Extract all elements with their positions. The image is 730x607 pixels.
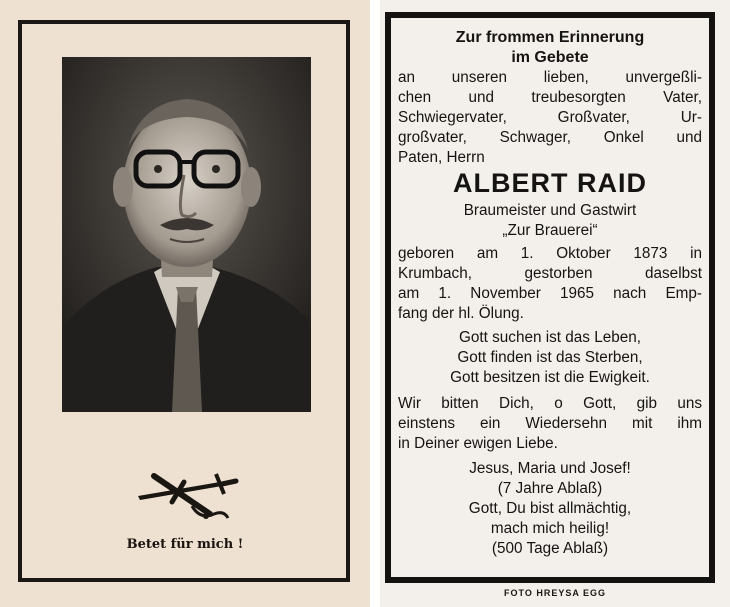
dedication-text — [398, 68, 702, 168]
verse — [398, 328, 702, 388]
profession — [398, 201, 702, 241]
dedication-line: Schwiegervater, Großvater, Ur- — [398, 109, 702, 126]
crossed-cross-and-sword-icon — [132, 466, 242, 524]
prayer-line: in Deiner ewigen Liebe. — [398, 435, 558, 452]
indulgence-line: (500 Tage Ablaß) — [491, 540, 609, 557]
dedication-line: chen und treubesorgten Vater, — [398, 89, 702, 106]
indulgence-line: (7 Jahre Ablaß) — [497, 480, 603, 497]
life-dates-line: am 1. November 1965 nach Emp- — [398, 285, 702, 302]
card-front-caption: Betet für mich ! — [126, 537, 244, 552]
profession-line: „Zur Brauerei“ — [502, 222, 598, 239]
photographer-credit: FOTO HREYSA EGG — [503, 588, 606, 598]
dedication-line: großvater, Schwager, Onkel und — [398, 129, 702, 146]
verse-line: Gott suchen ist das Leben, — [459, 329, 641, 346]
verse-line: Gott finden ist das Sterben, — [457, 349, 643, 366]
indulgence-line: Gott, Du bist allmächtig, — [468, 500, 632, 517]
portrait-photo — [62, 57, 311, 412]
prayer — [398, 394, 702, 454]
indulgence-line: Jesus, Maria und Josef! — [469, 460, 631, 477]
heading-line: Zur frommen Erinnerung — [455, 29, 645, 46]
prayer-line: Wir bitten Dich, o Gott, gib uns — [398, 395, 702, 412]
prayer-line: einstens ein Wiedersehn mit ihm — [398, 415, 702, 432]
indulgence-line: mach mich heilig! — [490, 520, 610, 537]
life-dates-line: fang der hl. Ölung. — [398, 305, 524, 322]
life-dates-line: geboren am 1. Oktober 1873 in — [398, 245, 702, 262]
indulgence-prayer — [398, 459, 702, 559]
dedication-line: Paten, Herrn — [398, 149, 485, 166]
dedication-line: an unseren lieben, unvergeßli- — [398, 69, 702, 86]
verse-line: Gott besitzen ist die Ewigkeit. — [450, 369, 650, 386]
life-dates-line: Krumbach, gestorben daselbst — [398, 265, 702, 282]
portrait-illustration — [62, 57, 311, 412]
memorial-heading — [398, 28, 702, 68]
heading-line: im Gebete — [511, 49, 589, 66]
deceased-name: ALBERT RAID — [453, 168, 647, 198]
profession-line: Braumeister und Gastwirt — [463, 202, 637, 219]
life-dates — [398, 244, 702, 324]
